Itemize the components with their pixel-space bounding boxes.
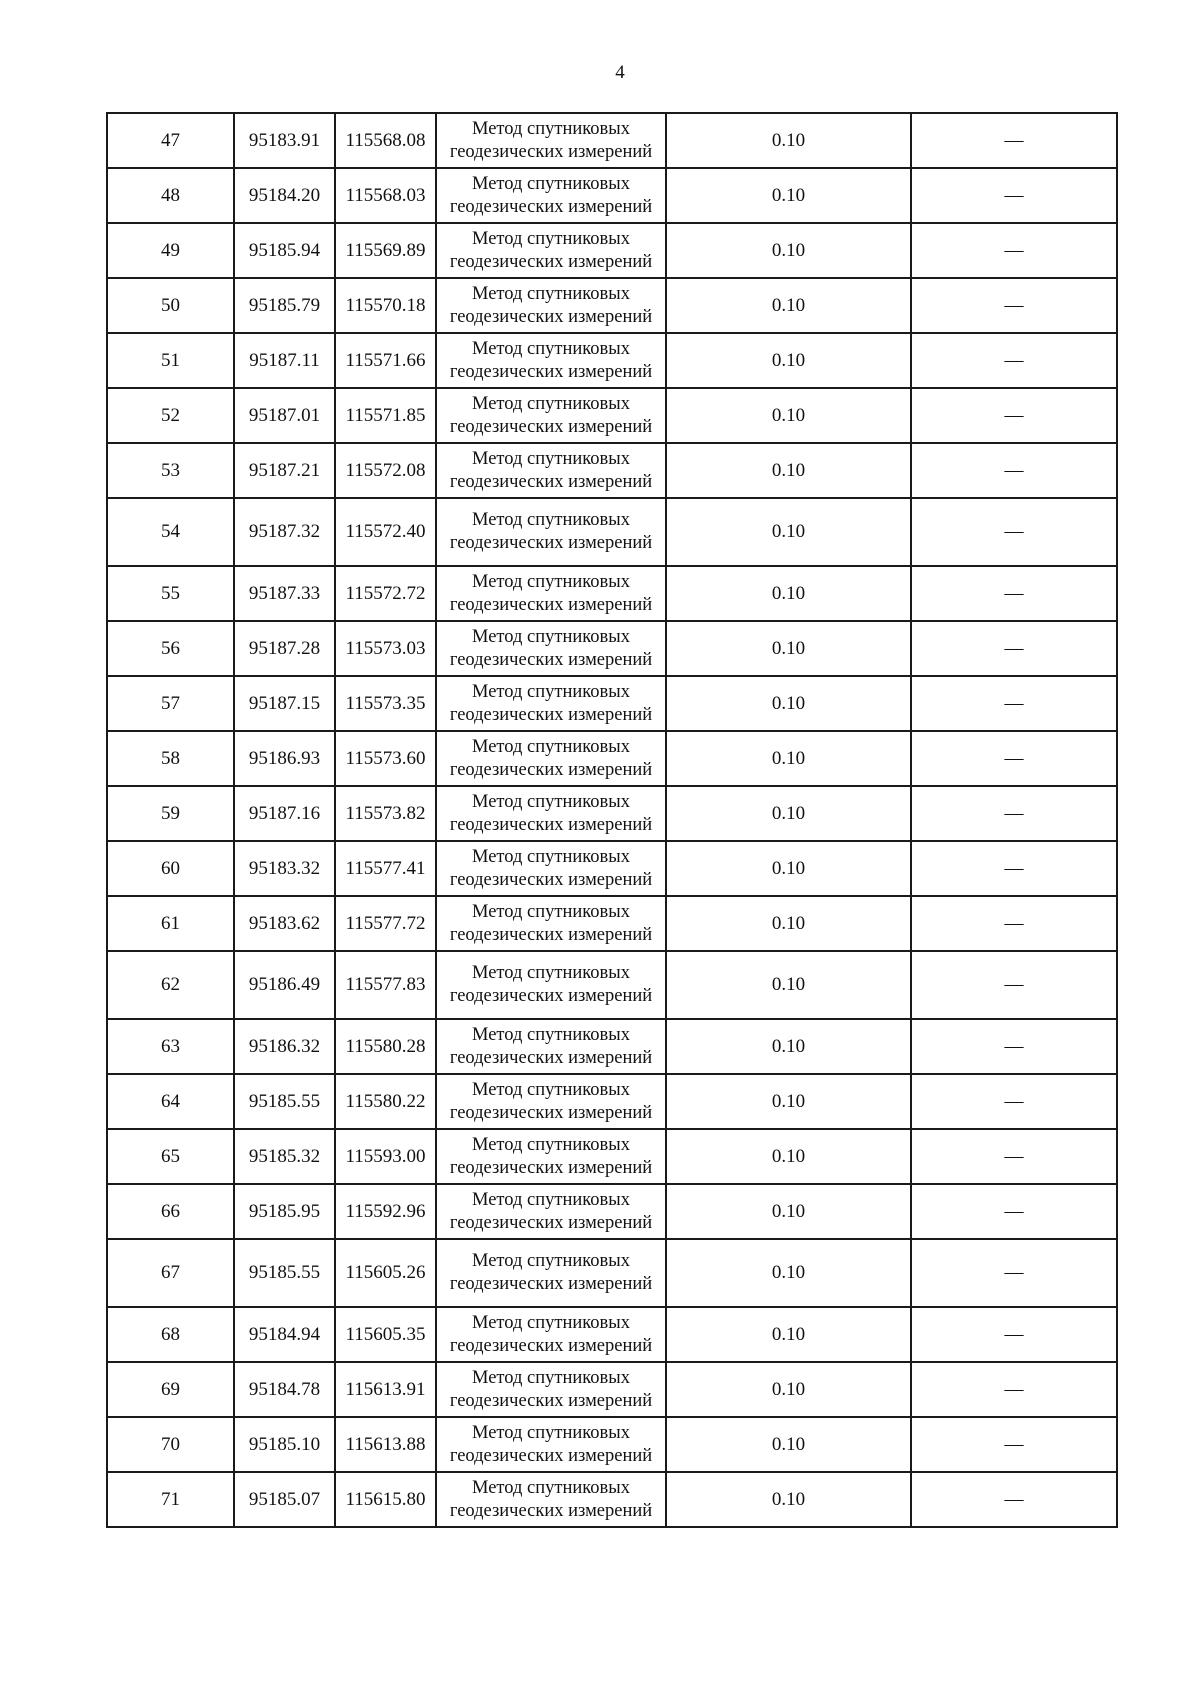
coord-x-cell: 95187.01	[234, 388, 335, 443]
method-line-1: Метод спутниковых	[472, 846, 630, 867]
method-line-2: геодезических измерений	[449, 471, 653, 492]
table-row	[107, 841, 1117, 896]
method-line-1: Метод спутниковых	[472, 1189, 630, 1210]
method-cell	[436, 1307, 666, 1362]
method-cell	[436, 168, 666, 223]
coord-y-cell: 115580.22	[335, 1074, 436, 1129]
method-line-1: Метод спутниковых	[472, 1367, 630, 1388]
coord-x-cell: 95184.20	[234, 168, 335, 223]
precision-cell: 0.10	[666, 113, 911, 168]
table-row	[107, 676, 1117, 731]
point-number-cell: 62	[107, 951, 234, 1019]
precision-cell: 0.10	[666, 621, 911, 676]
point-number-cell: 56	[107, 621, 234, 676]
note-cell: —	[911, 1129, 1117, 1184]
method-cell	[436, 1184, 666, 1239]
precision-cell: 0.10	[666, 1362, 911, 1417]
note-cell: —	[911, 168, 1117, 223]
coord-x-cell: 95187.33	[234, 566, 335, 621]
method-line-2: геодезических измерений	[449, 1445, 653, 1466]
precision-cell: 0.10	[666, 1239, 911, 1307]
coord-y-cell: 115572.72	[335, 566, 436, 621]
precision-cell: 0.10	[666, 1019, 911, 1074]
table-row	[107, 951, 1117, 1019]
precision-cell: 0.10	[666, 1074, 911, 1129]
coord-y-cell: 115577.83	[335, 951, 436, 1019]
method-line-2: геодезических измерений	[449, 1500, 653, 1521]
precision-cell: 0.10	[666, 1307, 911, 1362]
method-cell	[436, 1129, 666, 1184]
method-line-1: Метод спутниковых	[472, 228, 630, 249]
coord-y-cell: 115571.85	[335, 388, 436, 443]
table-row	[107, 896, 1117, 951]
note-cell: —	[911, 841, 1117, 896]
point-number-cell: 61	[107, 896, 234, 951]
note-cell: —	[911, 223, 1117, 278]
precision-cell: 0.10	[666, 566, 911, 621]
note-cell: —	[911, 278, 1117, 333]
note-cell: —	[911, 1472, 1117, 1527]
method-cell	[436, 951, 666, 1019]
point-number-cell: 68	[107, 1307, 234, 1362]
precision-cell: 0.10	[666, 333, 911, 388]
table-row	[107, 621, 1117, 676]
coord-x-cell: 95187.16	[234, 786, 335, 841]
coord-x-cell: 95187.21	[234, 443, 335, 498]
point-number-cell: 51	[107, 333, 234, 388]
table-row	[107, 1074, 1117, 1129]
table-row	[107, 1184, 1117, 1239]
method-line-1: Метод спутниковых	[472, 173, 630, 194]
coord-x-cell: 95185.55	[234, 1239, 335, 1307]
method-cell	[436, 498, 666, 566]
method-line-2: геодезических измерений	[449, 1274, 653, 1294]
coord-y-cell: 115573.03	[335, 621, 436, 676]
point-number-cell: 70	[107, 1417, 234, 1472]
note-cell: —	[911, 1019, 1117, 1074]
coord-y-cell: 115605.26	[335, 1239, 436, 1307]
method-line-1: Метод спутниковых	[472, 626, 630, 647]
method-line-1: Метод спутниковых	[472, 1477, 630, 1498]
note-cell: —	[911, 1184, 1117, 1239]
coord-y-cell: 115573.60	[335, 731, 436, 786]
method-cell	[436, 1074, 666, 1129]
coord-x-cell: 95183.62	[234, 896, 335, 951]
point-number-cell: 60	[107, 841, 234, 896]
table-row	[107, 786, 1117, 841]
table-row	[107, 388, 1117, 443]
method-cell	[436, 223, 666, 278]
coord-y-cell: 115573.82	[335, 786, 436, 841]
point-number-cell: 53	[107, 443, 234, 498]
coord-x-cell: 95185.32	[234, 1129, 335, 1184]
coord-x-cell: 95187.15	[234, 676, 335, 731]
table-row	[107, 1472, 1117, 1527]
table-row	[107, 731, 1117, 786]
note-cell: —	[911, 1307, 1117, 1362]
method-cell	[436, 1417, 666, 1472]
method-cell	[436, 1019, 666, 1074]
table-row	[107, 1129, 1117, 1184]
table-body	[107, 113, 1117, 1527]
note-cell: —	[911, 566, 1117, 621]
table-row	[107, 1239, 1117, 1307]
method-cell	[436, 896, 666, 951]
note-cell: —	[911, 333, 1117, 388]
note-cell: —	[911, 951, 1117, 1019]
method-line-2: геодезических измерений	[449, 649, 653, 670]
coord-y-cell: 115569.89	[335, 223, 436, 278]
precision-cell: 0.10	[666, 841, 911, 896]
note-cell: —	[911, 1362, 1117, 1417]
note-cell: —	[911, 731, 1117, 786]
coord-y-cell: 115613.88	[335, 1417, 436, 1472]
method-cell	[436, 841, 666, 896]
method-cell	[436, 1362, 666, 1417]
method-line-1: Метод спутниковых	[472, 1312, 630, 1333]
note-cell: —	[911, 676, 1117, 731]
coord-y-cell: 115568.03	[335, 168, 436, 223]
precision-cell: 0.10	[666, 388, 911, 443]
method-line-1: Метод спутниковых	[472, 1134, 630, 1155]
method-line-1: Метод спутниковых	[472, 901, 630, 922]
coord-y-cell: 115572.40	[335, 498, 436, 566]
coord-x-cell: 95187.32	[234, 498, 335, 566]
method-line-1: Метод спутниковых	[472, 791, 630, 812]
note-cell: —	[911, 786, 1117, 841]
coord-y-cell: 115577.41	[335, 841, 436, 896]
method-line-2: геодезических измерений	[449, 1335, 653, 1356]
method-line-2: геодезических измерений	[449, 1212, 653, 1233]
method-cell	[436, 1472, 666, 1527]
table-row	[107, 566, 1117, 621]
method-line-2: геодезических измерений	[449, 814, 653, 835]
note-cell: —	[911, 113, 1117, 168]
method-line-2: геодезических измерений	[449, 704, 653, 725]
note-cell: —	[911, 1417, 1117, 1472]
coord-y-cell: 115615.80	[335, 1472, 436, 1527]
method-line-1: Метод спутниковых	[472, 338, 630, 359]
precision-cell: 0.10	[666, 1184, 911, 1239]
table-row	[107, 223, 1117, 278]
point-number-cell: 65	[107, 1129, 234, 1184]
method-line-2: геодезических измерений	[449, 361, 653, 382]
precision-cell: 0.10	[666, 1417, 911, 1472]
table-row	[107, 1417, 1117, 1472]
table-row	[107, 278, 1117, 333]
coord-x-cell: 95183.32	[234, 841, 335, 896]
method-line-1: Метод спутниковых	[472, 963, 630, 983]
coord-y-cell: 115593.00	[335, 1129, 436, 1184]
method-line-2: геодезических измерений	[449, 986, 653, 1006]
method-line-2: геодезических измерений	[449, 416, 653, 437]
method-cell	[436, 1239, 666, 1307]
point-number-cell: 50	[107, 278, 234, 333]
note-cell: —	[911, 443, 1117, 498]
point-number-cell: 69	[107, 1362, 234, 1417]
method-line-2: геодезических измерений	[449, 533, 653, 553]
method-cell	[436, 443, 666, 498]
page-number: 4	[615, 62, 625, 83]
coord-x-cell: 95184.78	[234, 1362, 335, 1417]
point-number-cell: 63	[107, 1019, 234, 1074]
method-line-1: Метод спутниковых	[472, 1422, 630, 1443]
method-line-1: Метод спутниковых	[472, 1024, 630, 1045]
coord-y-cell: 115605.35	[335, 1307, 436, 1362]
precision-cell: 0.10	[666, 443, 911, 498]
precision-cell: 0.10	[666, 1472, 911, 1527]
method-line-2: геодезических измерений	[449, 196, 653, 217]
coord-y-cell: 115613.91	[335, 1362, 436, 1417]
coord-x-cell: 95186.49	[234, 951, 335, 1019]
point-number-cell: 66	[107, 1184, 234, 1239]
coord-x-cell: 95185.94	[234, 223, 335, 278]
coord-x-cell: 95187.28	[234, 621, 335, 676]
precision-cell: 0.10	[666, 223, 911, 278]
method-line-1: Метод спутниковых	[472, 1251, 630, 1271]
method-cell	[436, 388, 666, 443]
point-number-cell: 57	[107, 676, 234, 731]
point-number-cell: 58	[107, 731, 234, 786]
coordinates-table	[106, 112, 1118, 1528]
note-cell: —	[911, 1239, 1117, 1307]
table-row	[107, 1362, 1117, 1417]
point-number-cell: 71	[107, 1472, 234, 1527]
precision-cell: 0.10	[666, 896, 911, 951]
method-line-2: геодезических измерений	[449, 1047, 653, 1068]
method-line-2: геодезических измерений	[449, 869, 653, 890]
method-line-2: геодезических измерений	[449, 594, 653, 615]
coord-y-cell: 115592.96	[335, 1184, 436, 1239]
method-line-1: Метод спутниковых	[472, 736, 630, 757]
precision-cell: 0.10	[666, 731, 911, 786]
method-line-2: геодезических измерений	[449, 1102, 653, 1123]
point-number-cell: 48	[107, 168, 234, 223]
method-line-1: Метод спутниковых	[472, 448, 630, 469]
coord-x-cell: 95185.55	[234, 1074, 335, 1129]
table-row	[107, 333, 1117, 388]
coord-x-cell: 95187.11	[234, 333, 335, 388]
method-line-2: геодезических измерений	[449, 251, 653, 272]
note-cell: —	[911, 388, 1117, 443]
coord-y-cell: 115572.08	[335, 443, 436, 498]
coord-x-cell: 95185.07	[234, 1472, 335, 1527]
coord-x-cell: 95185.95	[234, 1184, 335, 1239]
method-line-2: геодезических измерений	[449, 759, 653, 780]
method-cell	[436, 676, 666, 731]
precision-cell: 0.10	[666, 278, 911, 333]
method-line-1: Метод спутниковых	[472, 571, 630, 592]
method-line-2: геодезических измерений	[449, 924, 653, 945]
method-line-2: геодезических измерений	[449, 1390, 653, 1411]
point-number-cell: 52	[107, 388, 234, 443]
table-row	[107, 113, 1117, 168]
coord-y-cell: 115568.08	[335, 113, 436, 168]
precision-cell: 0.10	[666, 786, 911, 841]
precision-cell: 0.10	[666, 676, 911, 731]
method-line-1: Метод спутниковых	[472, 118, 630, 139]
coord-y-cell: 115573.35	[335, 676, 436, 731]
point-number-cell: 47	[107, 113, 234, 168]
method-cell	[436, 621, 666, 676]
method-line-1: Метод спутниковых	[472, 393, 630, 414]
table-row	[107, 1307, 1117, 1362]
precision-cell: 0.10	[666, 1129, 911, 1184]
point-number-cell: 49	[107, 223, 234, 278]
method-line-2: геодезических измерений	[449, 1157, 653, 1178]
method-line-2: геодезических измерений	[449, 141, 653, 162]
method-line-1: Метод спутниковых	[472, 1079, 630, 1100]
note-cell: —	[911, 498, 1117, 566]
point-number-cell: 67	[107, 1239, 234, 1307]
coord-y-cell: 115580.28	[335, 1019, 436, 1074]
point-number-cell: 59	[107, 786, 234, 841]
precision-cell: 0.10	[666, 168, 911, 223]
coord-x-cell: 95184.94	[234, 1307, 335, 1362]
method-cell	[436, 113, 666, 168]
table-row	[107, 168, 1117, 223]
method-cell	[436, 278, 666, 333]
method-line-1: Метод спутниковых	[472, 510, 630, 530]
precision-cell: 0.10	[666, 498, 911, 566]
coord-y-cell: 115577.72	[335, 896, 436, 951]
point-number-cell: 54	[107, 498, 234, 566]
point-number-cell: 55	[107, 566, 234, 621]
method-line-1: Метод спутниковых	[472, 283, 630, 304]
method-line-2: геодезических измерений	[449, 306, 653, 327]
method-cell	[436, 333, 666, 388]
coord-y-cell: 115571.66	[335, 333, 436, 388]
table-row	[107, 443, 1117, 498]
note-cell: —	[911, 1074, 1117, 1129]
coord-x-cell: 95186.32	[234, 1019, 335, 1074]
method-cell	[436, 731, 666, 786]
method-cell	[436, 786, 666, 841]
note-cell: —	[911, 621, 1117, 676]
note-cell: —	[911, 896, 1117, 951]
point-number-cell: 64	[107, 1074, 234, 1129]
coord-x-cell: 95185.10	[234, 1417, 335, 1472]
coord-x-cell: 95183.91	[234, 113, 335, 168]
coord-x-cell: 95185.79	[234, 278, 335, 333]
coord-x-cell: 95186.93	[234, 731, 335, 786]
coord-y-cell: 115570.18	[335, 278, 436, 333]
table-row	[107, 1019, 1117, 1074]
method-cell	[436, 566, 666, 621]
table-row	[107, 498, 1117, 566]
precision-cell: 0.10	[666, 951, 911, 1019]
method-line-1: Метод спутниковых	[472, 681, 630, 702]
